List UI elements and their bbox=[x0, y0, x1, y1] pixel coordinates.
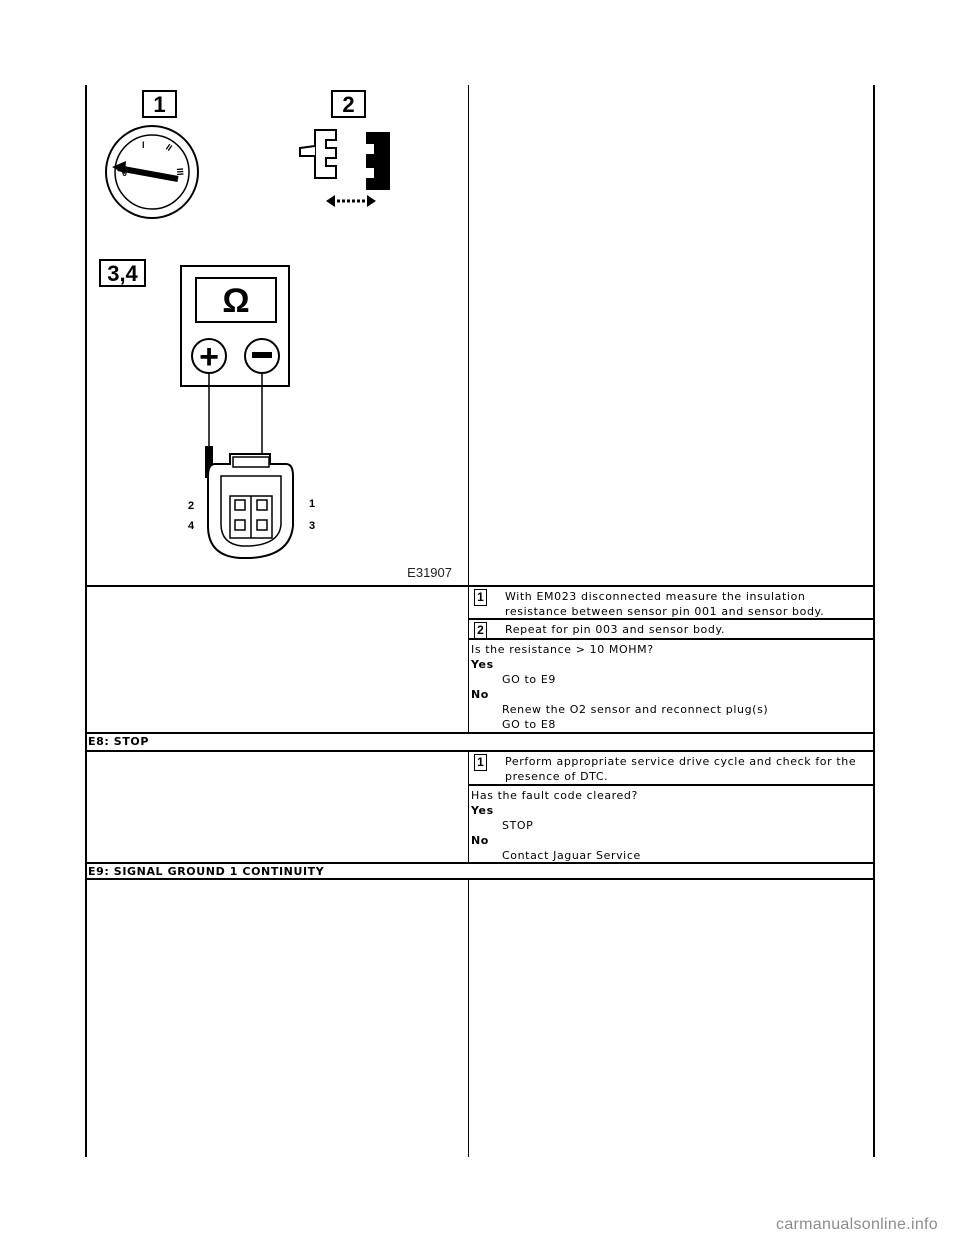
step-label-3-4: 3,4 bbox=[107, 261, 138, 286]
svg-text:II: II bbox=[164, 141, 174, 154]
e8-header: E8: STOP bbox=[88, 735, 150, 748]
step-number-1: 1 bbox=[474, 754, 487, 771]
step-1-text-line-1: With EM023 disconnected measure the insulation bbox=[505, 590, 806, 603]
step-label-2: 2 bbox=[342, 92, 355, 117]
ignition-switch-icon bbox=[106, 126, 198, 218]
step-divider bbox=[468, 618, 875, 620]
column-divider-e7 bbox=[468, 585, 469, 733]
e7-no-action-line-1: Renew the O2 sensor and reconnect plug(s) bbox=[502, 703, 769, 716]
row-divider bbox=[85, 732, 875, 734]
e7-no-label: No bbox=[471, 688, 489, 701]
probe-plus-label: + bbox=[199, 338, 219, 376]
e8-no-action: Contact Jaguar Service bbox=[502, 849, 641, 862]
column-divider-top bbox=[468, 85, 469, 585]
figure-e31907 bbox=[90, 86, 465, 582]
step-divider bbox=[468, 638, 875, 640]
header-underline bbox=[85, 878, 875, 880]
diagram-svg bbox=[90, 86, 465, 582]
step-number-1: 1 bbox=[474, 589, 487, 606]
step-2-text: Repeat for pin 003 and sensor body. bbox=[505, 623, 726, 636]
e7-yes-label: Yes bbox=[471, 658, 494, 671]
watermark: carmanualsonline.info bbox=[776, 1216, 938, 1233]
step-number-2: 2 bbox=[474, 622, 487, 639]
table-right-border bbox=[873, 85, 875, 1157]
e8-question: Has the fault code cleared? bbox=[471, 789, 638, 802]
header-underline bbox=[85, 750, 875, 752]
connector-disconnect-icon bbox=[300, 130, 390, 207]
step-divider bbox=[468, 784, 875, 786]
pin-label-3: 3 bbox=[309, 520, 316, 532]
e7-no-action-line-2: GO to E8 bbox=[502, 718, 556, 731]
e8-yes-label: Yes bbox=[471, 804, 494, 817]
e7-yes-action: GO to E9 bbox=[502, 673, 556, 686]
e8-yes-action: STOP bbox=[502, 819, 534, 832]
svg-text:III: III bbox=[174, 167, 186, 176]
row-divider-figure bbox=[85, 585, 875, 587]
column-divider-e9 bbox=[468, 878, 469, 1157]
column-divider-e8 bbox=[468, 750, 469, 862]
step-label-1: 1 bbox=[153, 92, 166, 117]
pin-label-1: 1 bbox=[309, 498, 316, 510]
svg-text:I: I bbox=[142, 140, 145, 150]
step-1-text-line-2: resistance between sensor pin 001 and sensor body. bbox=[505, 605, 825, 618]
e7-question: Is the resistance > 10 MOHM? bbox=[471, 643, 654, 656]
figure-id: E31907 bbox=[407, 565, 452, 580]
e8-no-label: No bbox=[471, 834, 489, 847]
pin-label-4: 4 bbox=[188, 520, 195, 532]
e9-header: E9: SIGNAL GROUND 1 CONTINUITY bbox=[88, 865, 325, 878]
pin-label-2: 2 bbox=[188, 500, 195, 512]
ohm-symbol: Ω bbox=[222, 282, 250, 320]
svg-text:0: 0 bbox=[122, 168, 128, 178]
e8-step-1-text-line-2: presence of DTC. bbox=[505, 770, 609, 783]
table-left-border bbox=[85, 85, 87, 1157]
e8-step-1-text-line-1: Perform appropriate service drive cycle and check for the bbox=[505, 755, 857, 768]
